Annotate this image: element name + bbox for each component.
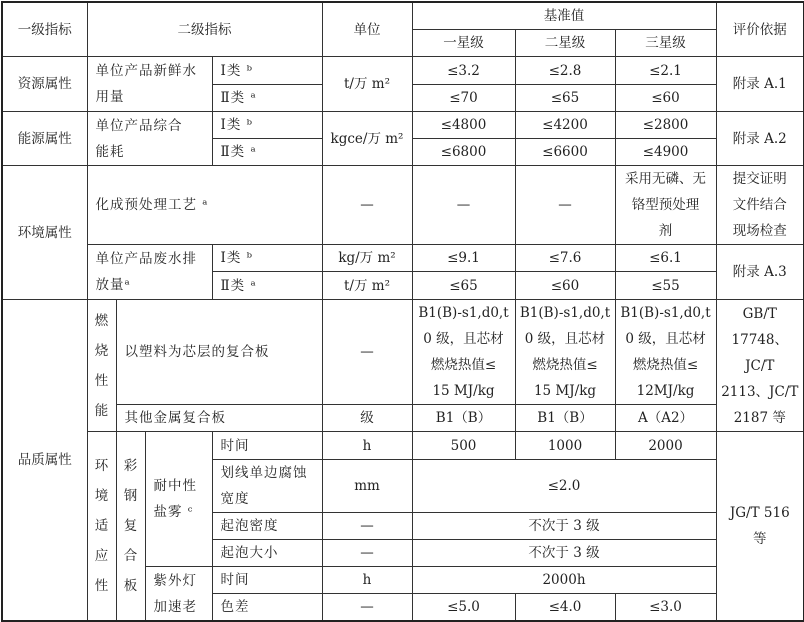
blister-density: 起泡密度 bbox=[212, 513, 322, 540]
waste-unit1: kg/万 m² bbox=[322, 245, 412, 272]
value-cell: ≤7.6 bbox=[515, 245, 615, 272]
environment-adaptability: 环 境 适 应 性 bbox=[87, 432, 116, 622]
value-cell: 2000h bbox=[412, 567, 716, 594]
value-cell: B1(B)-s1,d0,t 0 级，且芯材 燃烧热值≤ 15 MJ/kg bbox=[412, 300, 515, 405]
value-cell: B1(B)-s1,d0,t 0 级，且芯材 燃烧热值≤ 12MJ/kg bbox=[615, 300, 716, 405]
header-level2: 二级指标 bbox=[87, 2, 322, 57]
waste-item: 单位产品废水排 放量ᵃ bbox=[87, 245, 212, 300]
value-cell: B1（B） bbox=[412, 405, 515, 432]
energy-unit: kgce/万 m² bbox=[322, 112, 412, 166]
pretreat-item: 化成预处理工艺 ᵃ bbox=[87, 166, 322, 245]
plastic-core-panel: 以塑料为芯层的复合板 bbox=[116, 300, 322, 405]
value-cell: 不次于 3 级 bbox=[412, 540, 716, 567]
value-cell: — bbox=[412, 166, 515, 245]
pretreat-basis: 提交证明 文件结合 现场检查 bbox=[716, 166, 804, 245]
value-cell: 1000 bbox=[515, 432, 615, 460]
fire-performance: 燃 烧 性 能 bbox=[87, 300, 116, 432]
uv-aging: 紫外灯 加速老 bbox=[145, 567, 212, 622]
resource-basis: 附录 A.1 bbox=[716, 57, 804, 112]
header-basis: 评价依据 bbox=[716, 2, 804, 57]
metal-unit: 级 bbox=[322, 405, 412, 432]
scratch-width: 划线单边腐蚀 宽度 bbox=[212, 460, 322, 513]
uv-time-unit: h bbox=[322, 567, 412, 594]
value-cell: ≤2.0 bbox=[412, 460, 716, 513]
density-unit: — bbox=[322, 513, 412, 540]
value-cell: ≤65 bbox=[515, 85, 615, 112]
waste-basis: 附录 A.3 bbox=[716, 245, 804, 300]
value-cell: ≤6600 bbox=[515, 139, 615, 166]
value-cell: ≤60 bbox=[615, 85, 716, 112]
salt-time-unit: h bbox=[322, 432, 412, 460]
energy-basis: 附录 A.2 bbox=[716, 112, 804, 166]
color-diff: 色差 bbox=[212, 594, 322, 622]
header-star1: 一星级 bbox=[412, 30, 515, 57]
size-unit: — bbox=[322, 540, 412, 567]
header-star3: 三星级 bbox=[615, 30, 716, 57]
value-cell: ≤65 bbox=[412, 272, 515, 300]
environment-label: 环境属性 bbox=[2, 166, 87, 300]
color-diff-unit: — bbox=[322, 594, 412, 622]
value-cell: ≤55 bbox=[615, 272, 716, 300]
value-cell: — bbox=[515, 166, 615, 245]
value-cell: ≤4200 bbox=[515, 112, 615, 139]
value-cell: 500 bbox=[412, 432, 515, 460]
value-cell: ≤2.1 bbox=[615, 57, 716, 85]
value-cell: ≤60 bbox=[515, 272, 615, 300]
value-cell: 采用无磷、无 铬型预处理 剂 bbox=[615, 166, 716, 245]
value-cell: B1(B)-s1,d0,t 0 级，且芯材 燃烧热值≤ 15 MJ/kg bbox=[515, 300, 615, 405]
waste-class1: Ⅰ类 ᵇ bbox=[212, 245, 322, 272]
energy-class1: Ⅰ类 ᵇ bbox=[212, 112, 322, 139]
resource-item: 单位产品新鲜水 用量 bbox=[87, 57, 212, 112]
blister-size: 起泡大小 bbox=[212, 540, 322, 567]
energy-class2: Ⅱ类 ᵃ bbox=[212, 139, 322, 166]
header-unit: 单位 bbox=[322, 2, 412, 57]
resource-class1: Ⅰ类 ᵇ bbox=[212, 57, 322, 85]
uv-time: 时间 bbox=[212, 567, 322, 594]
value-cell: B1（B） bbox=[515, 405, 615, 432]
salt-time: 时间 bbox=[212, 432, 322, 460]
scratch-unit: mm bbox=[322, 460, 412, 513]
energy-item: 单位产品综合 能耗 bbox=[87, 112, 212, 166]
value-cell: ≤4800 bbox=[412, 112, 515, 139]
header-level1: 一级指标 bbox=[2, 2, 87, 57]
value-cell: ≤3.2 bbox=[412, 57, 515, 85]
value-cell: 2000 bbox=[615, 432, 716, 460]
value-cell: ≤70 bbox=[412, 85, 515, 112]
metal-panel: 其他金属复合板 bbox=[116, 405, 322, 432]
header-star2: 二星级 bbox=[515, 30, 615, 57]
resource-label: 资源属性 bbox=[2, 57, 87, 112]
color-steel-panel: 彩 钢 复 合 板 bbox=[116, 432, 145, 622]
value-cell: A（A2） bbox=[615, 405, 716, 432]
waste-class2: Ⅱ类 ᵃ bbox=[212, 272, 322, 300]
fire-basis: GB/T 17748、 JC/T 2113、JC/T 2187 等 bbox=[716, 300, 804, 432]
resource-class2: Ⅱ类 ᵃ bbox=[212, 85, 322, 112]
value-cell: ≤4.0 bbox=[515, 594, 615, 622]
value-cell: ≤6800 bbox=[412, 139, 515, 166]
value-cell: 不次于 3 级 bbox=[412, 513, 716, 540]
value-cell: ≤6.1 bbox=[615, 245, 716, 272]
pretreat-unit: — bbox=[322, 166, 412, 245]
value-cell: ≤2.8 bbox=[515, 57, 615, 85]
value-cell: ≤2800 bbox=[615, 112, 716, 139]
plastic-unit: — bbox=[322, 300, 412, 405]
resource-unit: t/万 m² bbox=[322, 57, 412, 112]
waste-unit2: t/万 m² bbox=[322, 272, 412, 300]
value-cell: ≤4900 bbox=[615, 139, 716, 166]
adapt-basis: JG/T 516 等 bbox=[716, 432, 804, 622]
energy-label: 能源属性 bbox=[2, 112, 87, 166]
evaluation-indicator-table bbox=[1, 1, 804, 622]
value-cell: ≤3.0 bbox=[615, 594, 716, 622]
value-cell: ≤9.1 bbox=[412, 245, 515, 272]
quality-label: 品质属性 bbox=[2, 300, 87, 622]
salt-spray: 耐中性 盐雾 ᶜ bbox=[145, 432, 212, 567]
header-benchmark: 基准值 bbox=[412, 2, 716, 30]
value-cell: ≤5.0 bbox=[412, 594, 515, 622]
